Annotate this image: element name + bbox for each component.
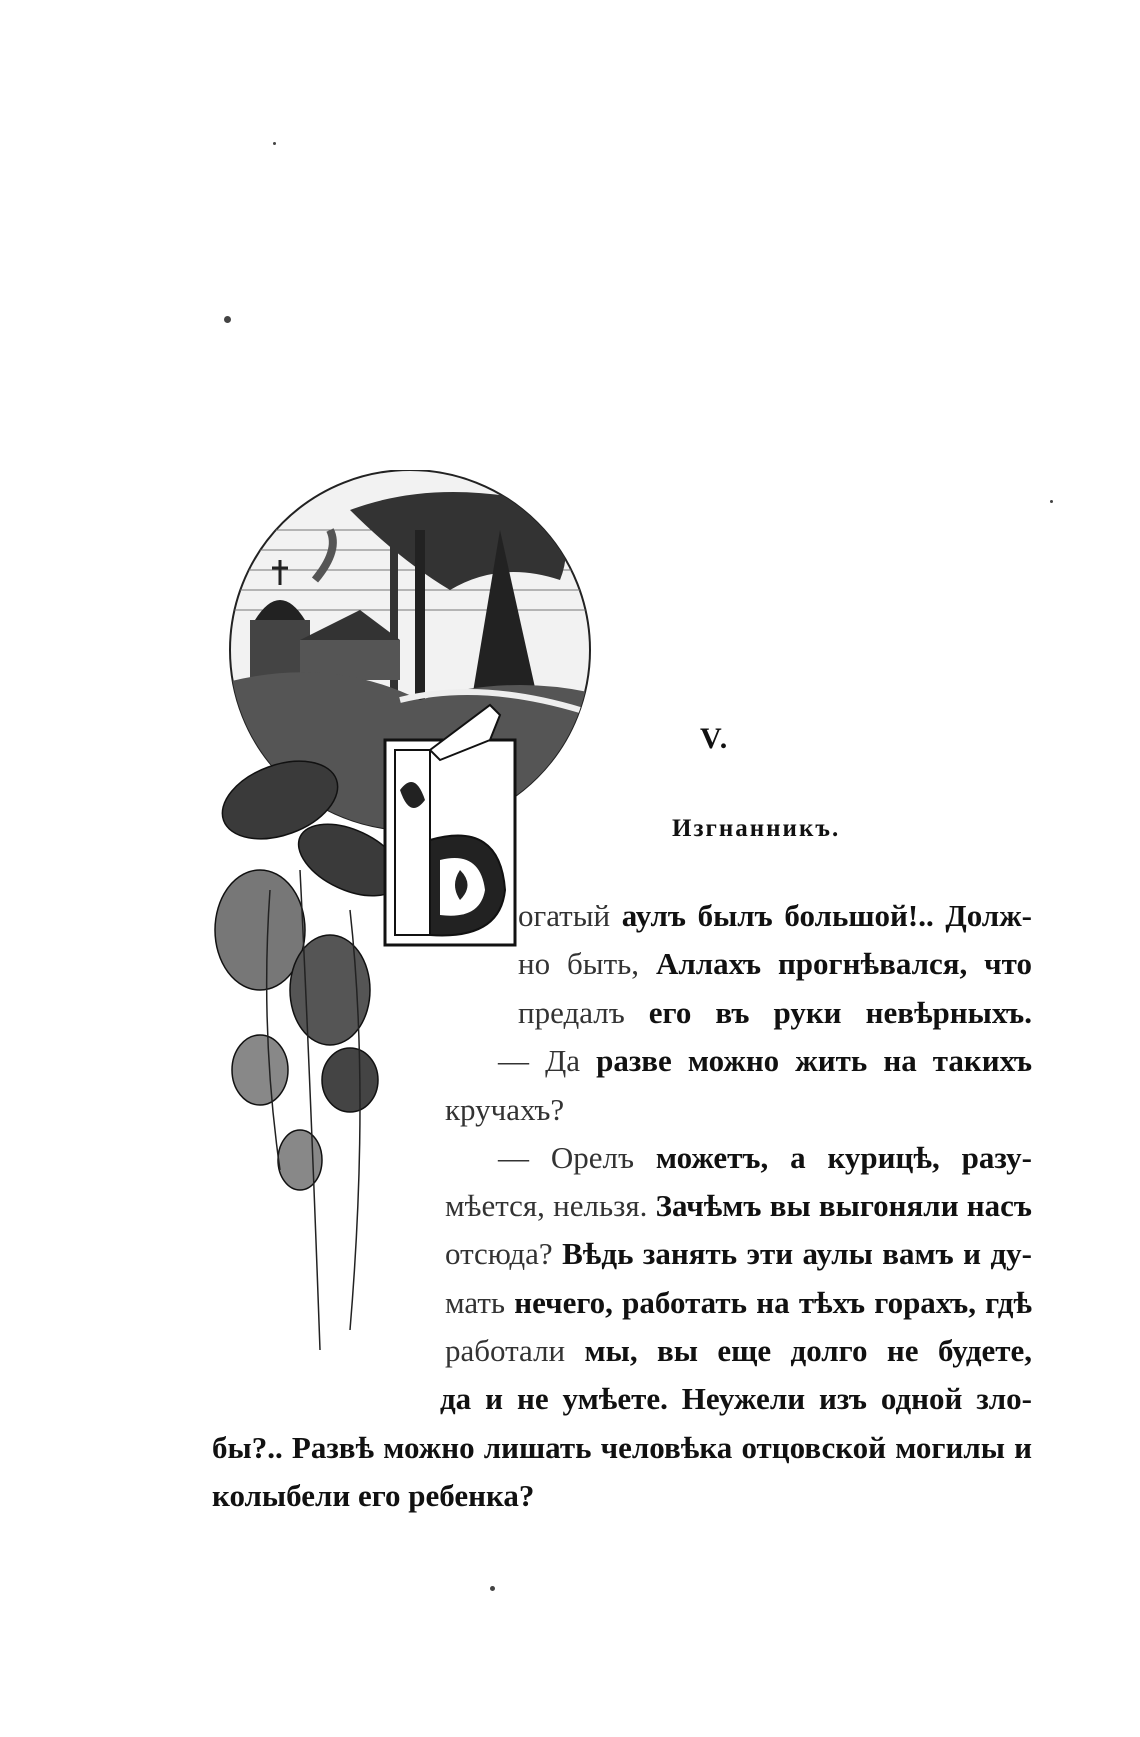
text-line: отсюда? Вѣдь занять эти аулы вамъ и ду- — [445, 1236, 1032, 1271]
text-line: работали мы, вы еще долго не будете, — [445, 1333, 1032, 1368]
scan-speck — [224, 316, 231, 323]
text-line: предалъ его въ руки невѣрныхъ. — [518, 995, 1032, 1030]
text-line: колыбели его ребенка? — [212, 1478, 535, 1513]
text-line: но быть, Аллахъ прогнѣвался, что — [518, 946, 1032, 981]
text-line: бы?.. Развѣ можно лишать человѣка отцовской могилы и — [212, 1430, 1032, 1465]
scan-speck — [490, 1586, 495, 1591]
text-line: огатый аулъ былъ большой!.. Долж- — [518, 898, 1032, 933]
ornamental-letter-b-icon — [380, 700, 520, 950]
text-line: мать нечего, работать на тѣхъ горахъ, гдѣ — [445, 1285, 1032, 1320]
text-line: — Да разве можно жить на такихъ — [498, 1043, 1033, 1078]
text-line: мѣется, нельзя. Зачѣмъ вы выгоняли насъ — [445, 1188, 1032, 1223]
chapter-title: Изгнанникъ. — [672, 815, 841, 842]
scan-speck — [273, 142, 276, 145]
text-line: — Орелъ можетъ, а курицѣ, разу- — [498, 1140, 1032, 1175]
chapter-number: V. — [700, 722, 730, 755]
scan-speck — [1050, 500, 1053, 503]
text-line: да и не умѣете. Неужели изъ одной зло- — [440, 1381, 1032, 1416]
text-line: кручахъ? — [445, 1092, 565, 1127]
